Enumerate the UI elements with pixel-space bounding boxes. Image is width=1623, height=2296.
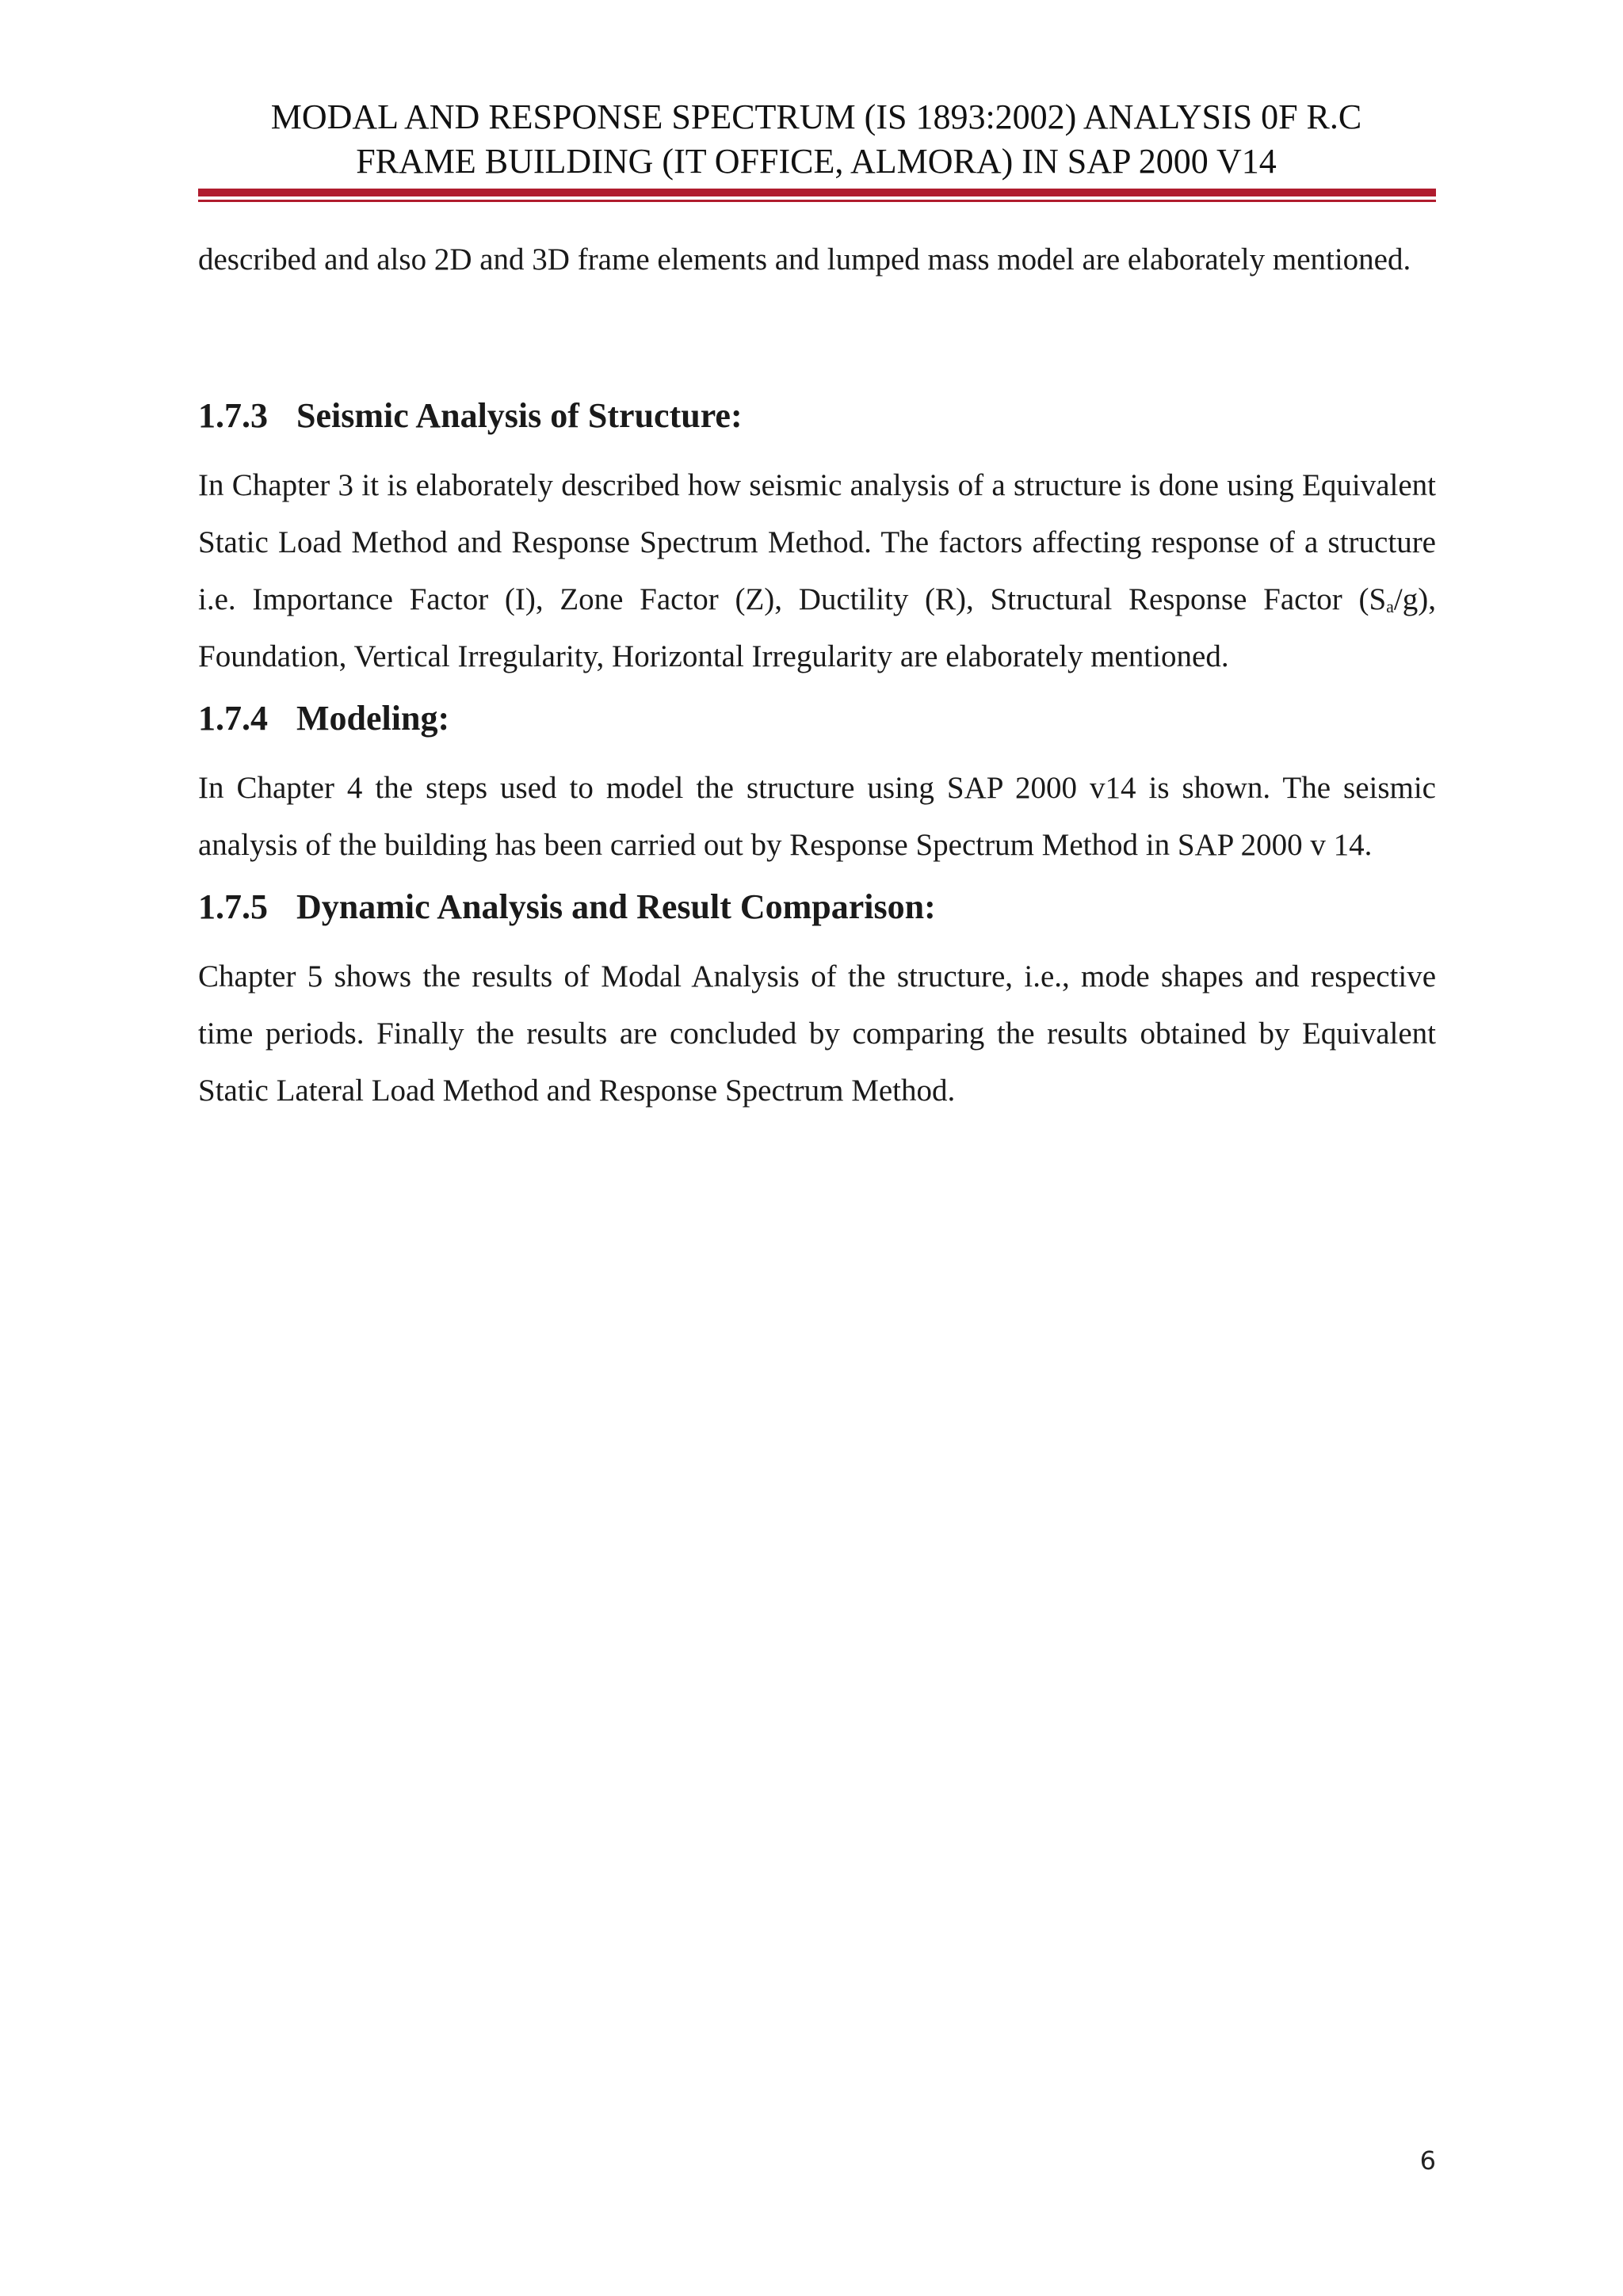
section-heading-1-7-4	[198, 696, 1436, 741]
running-header	[198, 95, 1434, 184]
running-header-line-1: MODAL AND RESPONSE SPECTRUM (IS 1893:2002) ANALYSIS 0F R.C	[270, 97, 1362, 136]
section-number: 1.7.4	[198, 699, 268, 738]
paragraph-text-continued: /g), Foundation, Vertical Irregularity, Horizontal Irregularity are elaborately mentioned.	[198, 582, 1436, 673]
intro-paragraph: described and also 2D and 3D frame elements and lumped mass model are elaborately mentioned.	[198, 242, 1411, 277]
section-1-7-4-paragraph: In Chapter 4 the steps used to model the structure using SAP 2000 v14 is shown. The seismic analysis of the building has been carried out by Response Spectrum Method in SAP 2000 v 14.	[198, 771, 1436, 862]
section-title-text: Modeling:	[296, 699, 450, 738]
page-body	[198, 231, 1436, 1119]
section-number: 1.7.5	[198, 887, 268, 926]
section-heading-1-7-5	[198, 885, 1436, 929]
page-number: 6	[1419, 2145, 1436, 2176]
running-header-line-2: FRAME BUILDING (IT OFFICE, ALMORA) IN SAP 2000 V14	[356, 142, 1277, 181]
section-heading-1-7-3	[198, 394, 1436, 438]
section-1-7-5-paragraph: Chapter 5 shows the results of Modal Analysis of the structure, i.e., mode shapes and respective time periods. Finally the results are concluded by comparing the results obtained by Equivalent Static Lateral Load Method and Response Spectrum Method.	[198, 959, 1436, 1108]
section-1-7-3-paragraph	[198, 457, 1436, 685]
subscript-a: a	[1386, 597, 1394, 616]
header-rule-thick	[198, 189, 1436, 196]
section-number: 1.7.3	[198, 396, 268, 435]
header-rule-thin	[198, 200, 1436, 202]
paragraph-text: In Chapter 3 it is elaborately described how seismic analysis of a structure is done using Equivalent Static Load Method and Response Spectrum Method. The factors affecting response of a structure i.e. Importance Factor (I), Zone Factor (Z), Ductility (R), Structural Response Factor (S	[198, 468, 1436, 616]
section-title-text: Seismic Analysis of Structure:	[296, 396, 743, 435]
section-title-text: Dynamic Analysis and Result Comparison:	[296, 887, 936, 926]
